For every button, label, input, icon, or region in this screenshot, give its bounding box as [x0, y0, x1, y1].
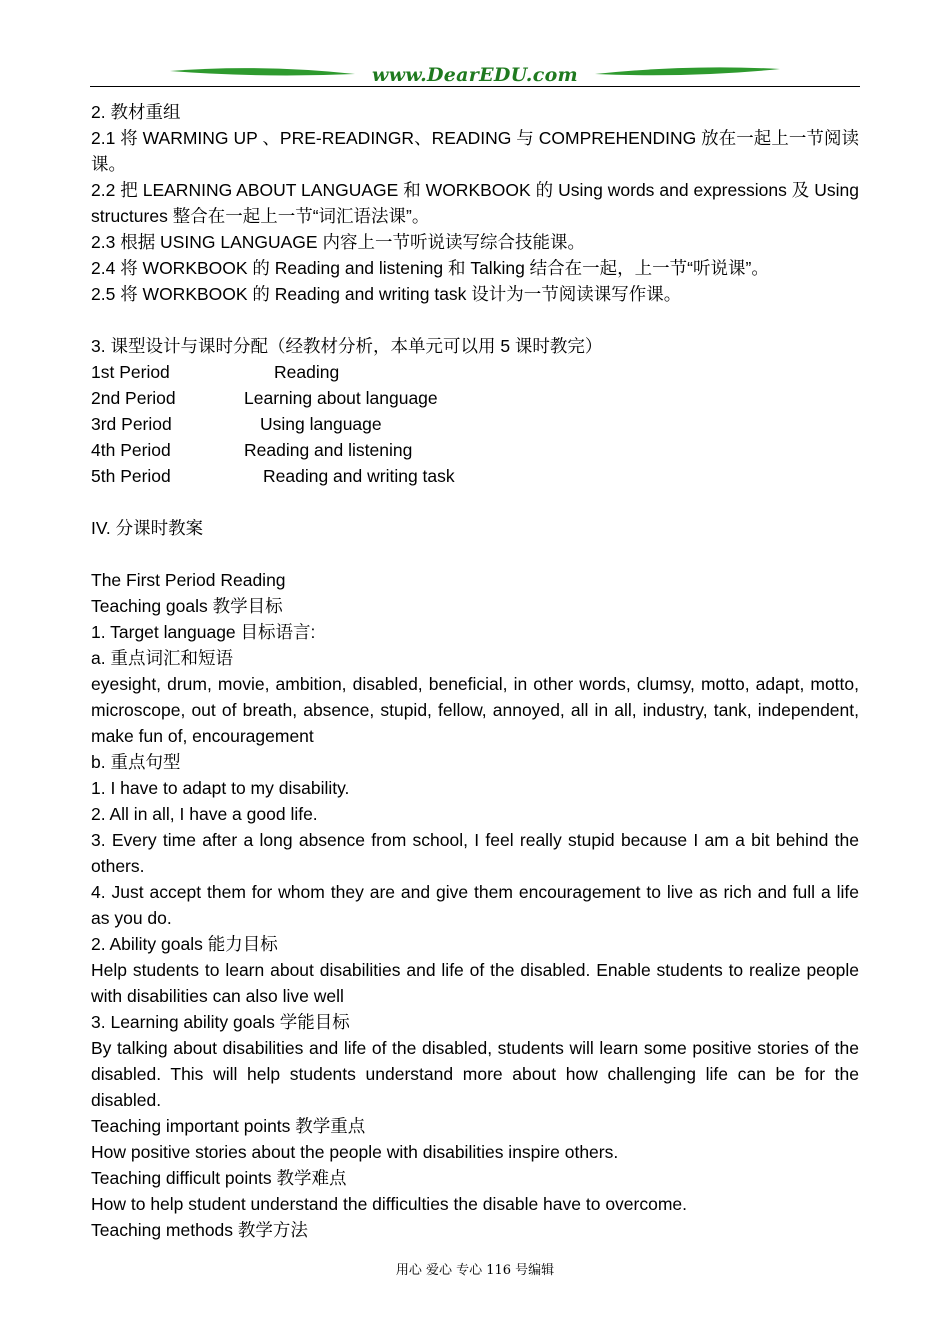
period-row [91, 437, 859, 463]
section-heading: 2. 教材重组 [91, 102, 181, 122]
period-label: 5th Period [91, 466, 171, 486]
subheading: 1. Target language 目标语言: [91, 622, 316, 642]
page-footer: 用心 爱心 专心 116 号编辑 [395, 1263, 555, 1278]
period-label: 2nd Period [91, 388, 176, 408]
section-heading: 3. 课型设计与课时分配（经教材分析，本单元可以用 5 课时教完） [91, 336, 603, 356]
period-label: 4th Period [91, 440, 171, 460]
document-body [91, 99, 859, 1243]
period-title: The First Period Reading [91, 570, 286, 590]
vocab-list: eyesight, drum, movie, ambition, disabled, beneficial, in other words, clumsy, motto, adapt, motto, microscope, out of breath, absence, stupid, fellow, annoyed, all in all, industry, tank, independent, make fun of, encouragement [91, 674, 859, 746]
period-label: 1st Period [91, 362, 170, 382]
header-rule [90, 86, 860, 87]
sentence-item: 2. All in all, I have a good life. [91, 804, 318, 824]
list-item: 2.3 根据 USING LANGUAGE 内容上一节听说读写综合技能课。 [91, 232, 585, 252]
spacer [91, 307, 859, 333]
paragraph: Help students to learn about disabilities and life of the disabled. Enable students to realize people with disabilities can also live well [91, 960, 859, 1006]
period-row [91, 359, 859, 385]
subheading: b. 重点句型 [91, 752, 181, 772]
sentence-item: 3. Every time after a long absence from school, I feel really stupid because I am a bit behind the others. [91, 830, 859, 876]
subheading: 3. Learning ability goals 学能目标 [91, 1012, 350, 1032]
list-item: 2.1 将 WARMING UP 、PRE-READINGR、READING 与 COMPREHENDING 放在一起上一节阅读课。 [91, 128, 859, 174]
list-item: 2.5 将 WORKBOOK 的 Reading and writing task 设计为一节阅读课写作课。 [91, 284, 682, 304]
subheading: a. 重点词汇和短语 [91, 648, 233, 668]
paragraph: How to help student understand the difficulties the disable have to overcome. [91, 1194, 688, 1214]
subheading: Teaching difficult points 教学难点 [91, 1168, 347, 1188]
period-topic: Learning about language [244, 388, 438, 408]
period-label: 3rd Period [91, 414, 172, 434]
spacer [91, 541, 859, 567]
period-topic: Reading and writing task [263, 466, 455, 486]
period-row [91, 385, 859, 411]
spacer [91, 489, 859, 515]
list-item: 2.2 把 LEARNING ABOUT LANGUAGE 和 WORKBOOK 的 Using words and expressions 及 Using structures 整合在一起上一节“词汇语法课”。 [91, 180, 859, 226]
period-topic: Using language [260, 414, 382, 434]
list-item: 2.4 将 WORKBOOK 的 Reading and listening 和 Talking 结合在一起，上一节“听说课”。 [91, 258, 769, 278]
period-topic: Reading [274, 362, 340, 382]
period-row [91, 411, 859, 437]
paragraph: How positive stories about the people with disabilities inspire others. [91, 1142, 619, 1162]
sentence-item: 1. I have to adapt to my disability. [91, 778, 350, 798]
sentence-item: 4. Just accept them for whom they are and give them encouragement to live as rich and full a life as you do. [91, 882, 859, 928]
subheading: 2. Ability goals 能力目标 [91, 934, 278, 954]
section-heading: IV. 分课时教案 [91, 518, 204, 538]
period-row [91, 463, 859, 489]
subheading: Teaching goals 教学目标 [91, 596, 283, 616]
site-logo: www.DearEDU.com [372, 64, 578, 86]
page-header [90, 58, 860, 90]
paragraph: By talking about disabilities and life of the disabled, students will learn some positive stories of the disabled. This will help students understand more about how challenging life can be for the disabled. [91, 1038, 859, 1110]
period-topic: Reading and listening [244, 440, 413, 460]
subheading: Teaching methods 教学方法 [91, 1220, 308, 1240]
subheading: Teaching important points 教学重点 [91, 1116, 366, 1136]
